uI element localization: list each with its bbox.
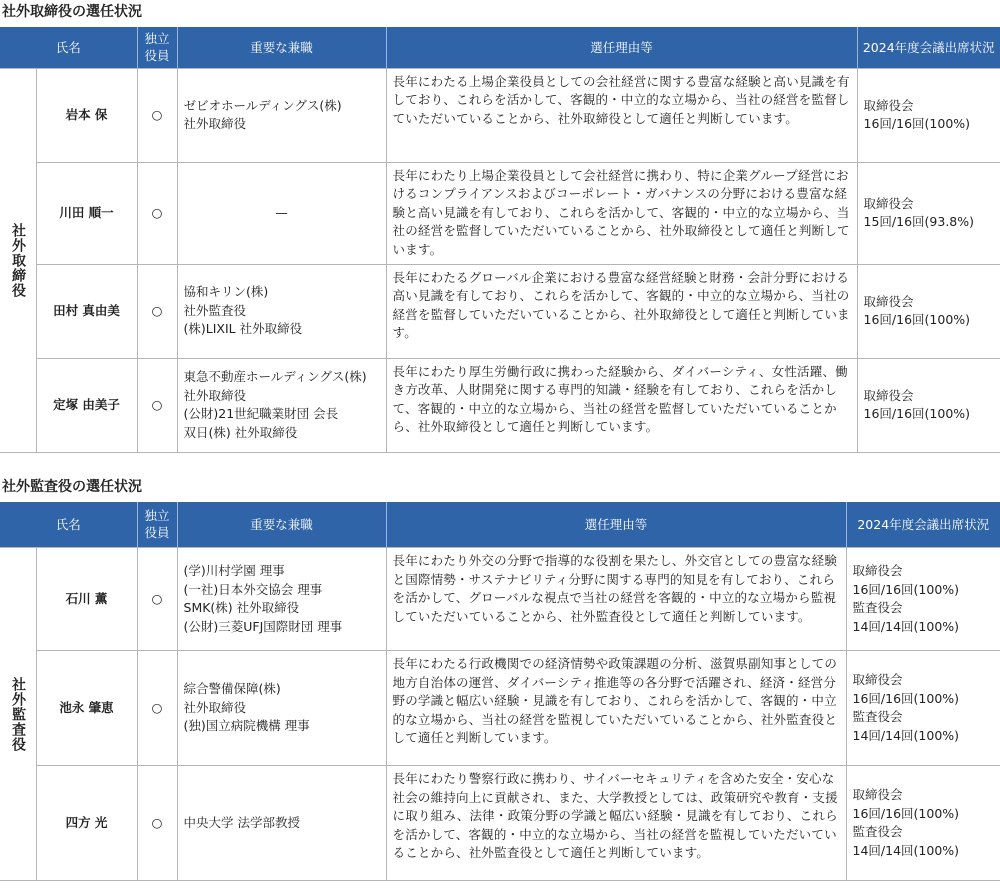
attendance-line: 16回/16回(100%)	[863, 312, 971, 327]
selection-reason: 長年にわたり外交の分野で指導的な役割を果たし、外交官としての豊富な経験と国際情勢・サステナビリティ分野に関する専門的知見を有しており、これらを活かして、グローバルな視点で当社の経営を客観的・中立的な立場から監視していただいていることから、社外監査役として適任と判断しています。	[386, 548, 846, 651]
header-posts: 重要な兼職	[177, 502, 386, 548]
person-name: 田村 真由美	[36, 264, 137, 358]
selection-reason: 長年にわたり厚生労働行政に携わった経験から、ダイバーシティ、女性活躍、働き方改革、人財開発に関する専門的知識・経験を有しており、これらを活かして、客観的・中立的な立場から、当社の経営を監督していただいていることから、社外取締役として適任と判断しています。	[386, 358, 857, 452]
post-line: 社外取締役	[183, 116, 247, 131]
attendance-line: 取締役会	[852, 672, 903, 687]
header-name: 氏名	[0, 502, 137, 548]
table-row	[0, 548, 1000, 651]
post-line: 綜合警備保障(株)	[183, 681, 281, 697]
independent-mark: ○	[137, 766, 177, 881]
header-independent: 独立役員	[137, 27, 177, 68]
post-line: (株)LIXIL 社外取締役	[183, 321, 303, 337]
independent-mark: ○	[137, 68, 177, 162]
selection-reason: 長年にわたり上場企業役員として会社経営に携わり、特に企業グループ経営におけるコンプライアンスおよびコーポレート・ガバナンスの分野における豊富な経験と高い見識を有しており、これらを活かして、客観的・中立的な立場から、当社の経営を監督していただいていることから、社外取締役として適任と判断しています。	[386, 162, 857, 264]
header-independent: 独立役員	[137, 502, 177, 548]
post-line: 社外取締役	[183, 699, 247, 715]
independent-mark: ○	[137, 548, 177, 651]
table-row	[0, 162, 1000, 264]
selection-reason: 長年にわたり警察行政に携わり、サイバーセキュリティを含めた安全・安心な社会の維持向上に貢献され、また、大学教授としては、政策研究や教育・支援に取り組み、法律・政策分野の学識と幅広い経験・見識を有しており、これらを活かして、客観的・中立的な立場から、当社の経営を監視していただいていることから、社外監査役として適任と判断しています。	[386, 766, 846, 881]
selection-reason: 長年にわたるグローバル企業における豊富な経営経験と財務・会計分野における高い見識を有しており、これらを活かして、客観的・中立的な立場から、当社の経営を監督していただいていることから、社外取締役として適任と判断しています。	[386, 264, 857, 358]
concurrent-posts	[177, 264, 386, 358]
header-name: 氏名	[0, 27, 137, 68]
independent-mark: ○	[137, 162, 177, 264]
attendance-line: 取締役会	[863, 387, 914, 403]
person-name: 岩本 保	[36, 68, 137, 162]
attendance-line: 16回/16回(100%)	[852, 805, 960, 821]
attendance-line: 取締役会	[852, 563, 903, 578]
attendance-line: 14回/14回(100%)	[852, 618, 960, 634]
person-name: 石川 薫	[36, 548, 137, 651]
table-row	[0, 766, 1000, 881]
header-posts: 重要な兼職	[177, 27, 386, 68]
concurrent-posts	[177, 68, 386, 162]
person-name: 四方 光	[36, 766, 137, 881]
group-label: 社外監査役	[0, 548, 36, 881]
selection-reason: 長年にわたる上場企業役員としての会社経営に関する豊富な経験と高い見識を有しており、これらを活かして、客観的・中立的な立場から、当社の経営を監督していただいていることから、社外取締役として適任と判断しています。	[386, 68, 857, 162]
concurrent-posts	[177, 358, 386, 452]
header-attendance: 2024年度会議出席状況	[857, 27, 1000, 68]
attendance	[857, 264, 1000, 358]
post-line: ゼビオホールディングス(株)	[183, 97, 342, 113]
table-row	[0, 68, 1000, 162]
attendance-line: 取締役会	[852, 787, 903, 802]
post-line: SMK(株) 社外取締役	[183, 600, 300, 615]
person-name: 池永 肇恵	[36, 651, 137, 766]
post-line: —	[275, 204, 288, 220]
section-title: 社外取締役の選任状況	[2, 4, 142, 20]
post-line: 中央大学 法学部教授	[183, 814, 300, 830]
post-line: 社外取締役	[183, 387, 247, 403]
header-reason: 選任理由等	[386, 502, 846, 548]
post-line: 社外監査役	[183, 302, 247, 318]
selection-reason: 長年にわたる行政機関での経済情勢や政策課題の分析、滋賀県副知事としての地方自治体の運営、ダイバーシティ推進等の各分野で活躍され、経済・経営分野の学識と幅広い経験・見識を有しており、これらを活かして、客観的・中立的な立場から、当社の経営を監視していただいていることから、社外監査役として適任と判断しています。	[386, 651, 846, 766]
post-line: (公財)三菱UFJ国際財団 理事	[183, 618, 343, 634]
person-name: 定塚 由美子	[36, 358, 137, 452]
post-line: (公財)21世紀職業財団 会長	[183, 406, 339, 421]
table-row	[0, 651, 1000, 766]
attendance-line: 16回/16回(100%)	[863, 406, 971, 421]
directors-table	[0, 27, 1000, 453]
group-label: 社外取締役	[0, 68, 36, 452]
attendance	[857, 358, 1000, 452]
post-line: 東急不動産ホールディングス(株)	[183, 369, 367, 384]
concurrent-posts	[177, 162, 386, 264]
concurrent-posts	[177, 548, 386, 651]
attendance-line: 取締役会	[863, 195, 914, 211]
header-reason: 選任理由等	[386, 27, 857, 68]
attendance-line: 14回/14回(100%)	[852, 727, 960, 743]
concurrent-posts	[177, 766, 386, 881]
post-line: 双日(株) 社外取締役	[183, 424, 298, 440]
table-row	[0, 264, 1000, 358]
attendance-line: 16回/16回(100%)	[852, 690, 960, 706]
post-line: (独)国立病院機構 理事	[183, 718, 310, 734]
header-row	[0, 27, 1000, 68]
attendance-line: 16回/16回(100%)	[852, 581, 960, 597]
attendance	[846, 548, 1000, 651]
attendance	[846, 766, 1000, 881]
attendance	[846, 651, 1000, 766]
attendance-line: 16回/16回(100%)	[863, 116, 971, 131]
attendance-line: 15回/16回(93.8%)	[863, 214, 975, 229]
post-line: (学)川村学園 理事	[183, 563, 285, 578]
independent-mark: ○	[137, 651, 177, 766]
post-line: (一社)日本外交協会 理事	[183, 581, 323, 597]
auditors-section	[0, 475, 1000, 882]
table-row	[0, 358, 1000, 452]
independent-mark: ○	[137, 264, 177, 358]
auditors-table	[0, 502, 1000, 882]
header-row	[0, 502, 1000, 548]
independent-mark: ○	[137, 358, 177, 452]
attendance-line: 監査役会	[852, 600, 903, 615]
attendance-line: 14回/14回(100%)	[852, 842, 960, 858]
attendance-line: 監査役会	[852, 709, 903, 724]
attendance-line: 取締役会	[863, 293, 914, 309]
attendance-line: 取締役会	[863, 97, 914, 113]
post-line: 協和キリン(株)	[183, 284, 269, 300]
concurrent-posts	[177, 651, 386, 766]
person-name: 川田 順一	[36, 162, 137, 264]
section-title: 社外監査役の選任状況	[2, 478, 142, 495]
attendance	[857, 68, 1000, 162]
header-attendance: 2024年度会議出席状況	[846, 502, 1000, 548]
attendance-line: 監査役会	[852, 824, 903, 839]
attendance	[857, 162, 1000, 264]
